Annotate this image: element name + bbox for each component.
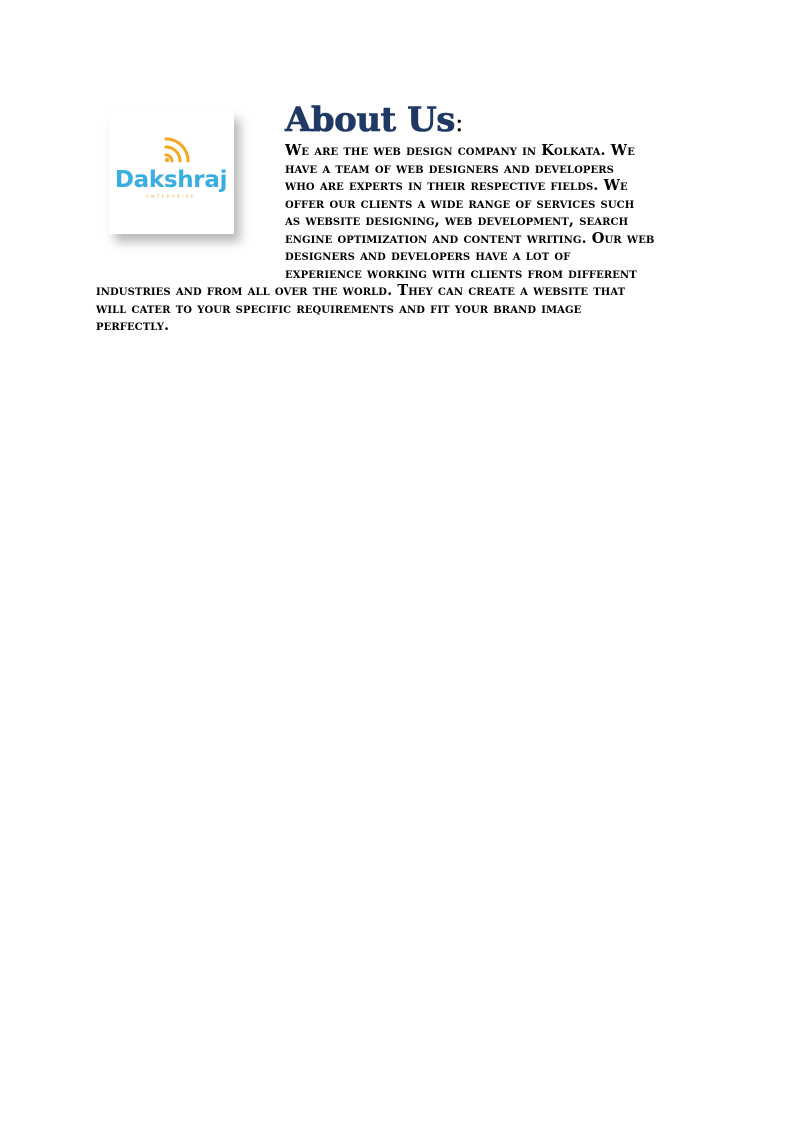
wifi-signal-icon (166, 139, 188, 161)
paragraph-line: offer our clients a wide range of services such (285, 195, 635, 212)
paragraph-line: industries and from all over the world. They can create a website that (96, 282, 626, 299)
paragraph-line: engine optimization and content writing. Our web (285, 230, 655, 247)
logo-graphic (109, 111, 234, 234)
paragraph-line: experience working with clients from different (285, 265, 637, 282)
page-title-text: About Us (285, 100, 455, 140)
paragraph-line: designers and developers have a lot of (285, 247, 571, 264)
paragraph-line: will cater to your specific requirements and fit your brand image (96, 300, 582, 317)
paragraph-line: have a team of web designers and developers (285, 160, 614, 177)
page-title-colon: : (454, 108, 464, 138)
logo-tagline: ENTERPRISE (146, 195, 196, 200)
paragraph-line: perfectly. (96, 317, 170, 334)
paragraph-line: as website designing, web development, search (285, 212, 629, 229)
company-logo (109, 111, 234, 234)
page-title (285, 100, 463, 143)
logo-brand-name: Dakshraj (114, 167, 228, 193)
paragraph-line: We are the web design company in Kolkata. We (285, 142, 635, 159)
paragraph-line: who are experts in their respective fields. We (285, 177, 628, 194)
